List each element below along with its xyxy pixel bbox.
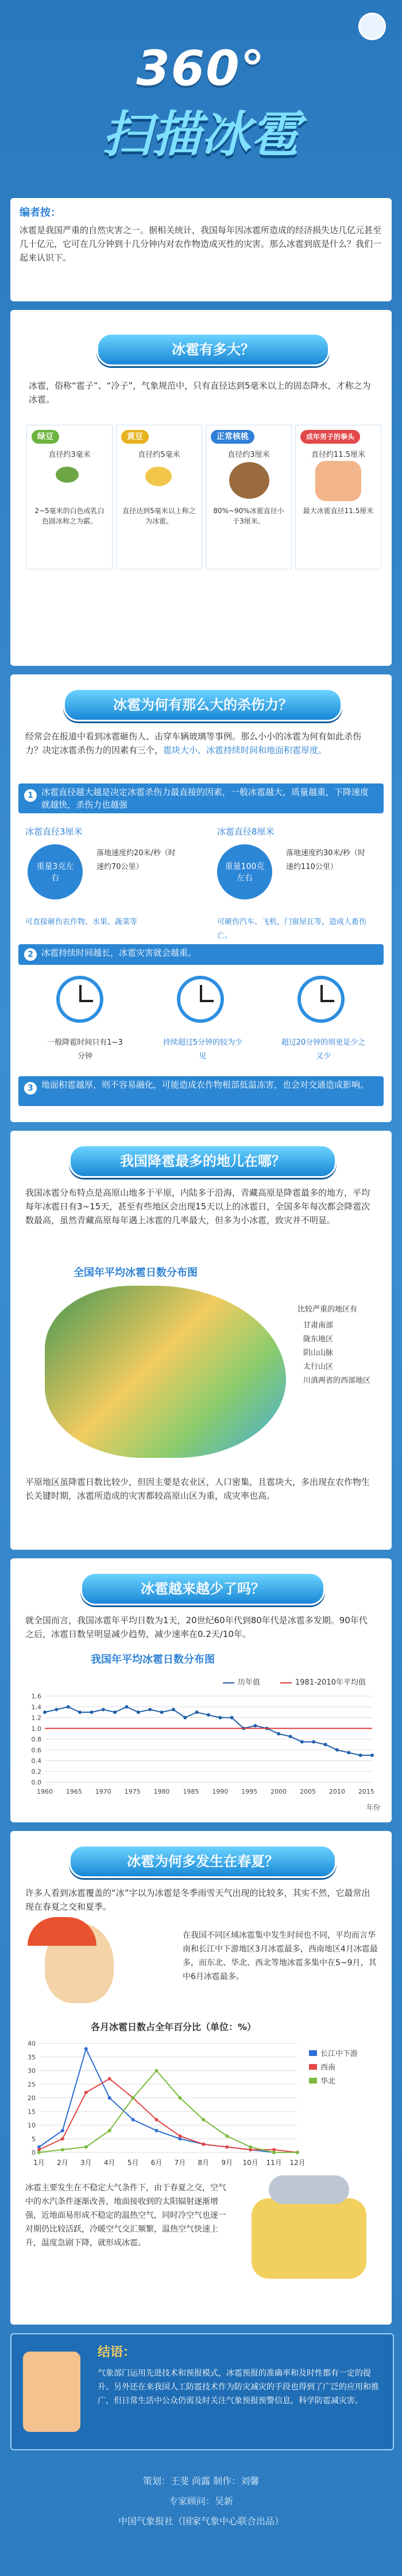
section-trend-text: 就全国而言，我国冰雹年平均日数为1天，20世纪60年代到80年代是冰雹多发期。90年代之后，冰雹日数呈明显减少趋势，减少速率在0.2天/10年。 xyxy=(25,1615,368,1639)
map-region: 陇东地区 xyxy=(303,1335,334,1344)
soybean-icon xyxy=(145,467,172,486)
point-3-text: 地面积雹越厚，则不容易融化，可能造成农作物根部低温冻害，也会对交通造成影响。 xyxy=(41,1080,369,1090)
left-effect: 可直接砸伤农作物、水果、蔬菜等 xyxy=(25,918,138,926)
clock-text: 一般降雹时间只有1~3分钟 xyxy=(47,1038,123,1061)
section-damage-text-main: 经常会在报道中看到冰雹砸伤人、击穿车辆玻璃等事例。那么小小的冰雹为何有如此杀伤力？决定冰雹杀伤力的因素有三个， xyxy=(25,731,362,755)
point-number: 3 xyxy=(24,1082,37,1095)
clock-text: 超过20分钟的则更是少之又少 xyxy=(281,1038,366,1061)
monthly-point xyxy=(108,2096,111,2100)
trend-point xyxy=(148,1708,152,1711)
size-card-soybean xyxy=(116,425,202,569)
trend-x-tick: 2005 xyxy=(300,1788,316,1795)
teacher-illustration xyxy=(23,2352,80,2432)
title-360: 360° xyxy=(136,40,266,96)
monthly-point xyxy=(178,2135,181,2138)
trend-point xyxy=(55,1708,58,1711)
trend-x-tick: 1980 xyxy=(153,1788,170,1795)
section-distribution-text: 我国冰雹分布特点是高原山地多于平原，内陆多于沿海，青藏高原是降雹最多的地方，平均每年冰雹日有3~15天，甚至有些地区会出现15天以上的冰雹日，全国多年每次都会降雹次数最高，虽然青藏高原每年遇上冰雹的几率最大，但多为小冰雹，致灾并不明显。 xyxy=(25,1188,370,1225)
car-hail-illustration xyxy=(252,2198,366,2279)
trend-legend-series xyxy=(223,1676,260,1687)
section-trend xyxy=(10,1558,392,1822)
clock-icon xyxy=(297,976,345,1023)
section-damage-heading: 冰雹为何有那么大的杀伤力？ xyxy=(63,688,342,721)
trend-point xyxy=(370,1753,374,1757)
trend-x-tick: 1985 xyxy=(183,1788,199,1795)
mungbean-icon xyxy=(56,467,79,483)
trend-point xyxy=(67,1705,70,1709)
size-line: 直径约5毫米 xyxy=(138,451,180,459)
monthly-point xyxy=(225,2135,229,2138)
trend-point xyxy=(195,1710,199,1714)
size-desc: 最大冰雹直径11.5厘米 xyxy=(303,507,374,515)
monthly-chart-title: 各月冰雹日数占全年百分比（单位：%） xyxy=(91,2022,257,2032)
section-damage-text-em: 雹块大小、冰雹持续时间和地面积雹厚度。 xyxy=(163,745,327,755)
trend-x-tick: 1995 xyxy=(241,1788,258,1795)
monthly-point xyxy=(249,2146,252,2149)
monthly-series-line xyxy=(39,2049,297,2153)
umbrella-icon xyxy=(28,1917,96,1946)
monthly-x-tick: 6月 xyxy=(150,2159,163,2167)
section-size-heading: 冰雹有多大？ xyxy=(96,333,330,366)
section-season xyxy=(10,1831,392,2325)
size-card-walnut xyxy=(206,425,292,569)
monthly-y-tick: 35 xyxy=(28,2053,36,2061)
trend-x-tick: 1965 xyxy=(65,1788,82,1795)
left-speed: 落地速度约20米/秒（时速约70公里） xyxy=(96,849,176,871)
monthly-point xyxy=(84,2146,88,2149)
monthly-series-line xyxy=(39,2079,297,2152)
legend-label: 历年值 xyxy=(238,1678,261,1687)
section-distribution-after-map: 平原地区虽降雹日数比较少，但因主要是农业区，人口密集，且雹块大，多出现在农作物生长关键时期，冰雹所造成的灾害都较高原山区为重，成灾率也高。 xyxy=(25,1477,370,1501)
monthly-point xyxy=(37,2151,41,2154)
section-season-text2: 在我国不同区域冰雹集中发生时间也不同，平均而言华南和长江中下游地区3月冰雹最多，西南地区4月冰雹最多，而东北、华北、西北等地冰雹多集中在5~9月，其中6月冰雹最多。 xyxy=(183,1931,378,1981)
trend-point xyxy=(160,1710,164,1714)
trend-point xyxy=(125,1705,129,1709)
monthly-x-tick: 1月 xyxy=(33,2159,45,2167)
monthly-point xyxy=(202,2118,205,2121)
intro-label: 编者按： xyxy=(20,207,61,219)
footer-experts: 专家顾问：吴新 xyxy=(168,2496,233,2507)
monthly-point xyxy=(178,2096,181,2100)
monthly-legend-label: 长江中下游 xyxy=(320,2050,358,2058)
monthly-x-tick: 5月 xyxy=(127,2159,139,2167)
monthly-y-tick: 30 xyxy=(28,2067,36,2075)
trend-y-tick: 0.6 xyxy=(31,1746,41,1754)
map-region: 甘肃南部 xyxy=(303,1321,334,1330)
right-title: 冰雹直径8厘米 xyxy=(217,827,275,837)
legend-label: 1981-2010年平均值 xyxy=(295,1678,366,1687)
trend-x-label: 年份 xyxy=(366,1803,381,1811)
monthly-point xyxy=(132,2096,135,2100)
monthly-x-tick: 10月 xyxy=(242,2159,258,2167)
conclusion-label: 结语： xyxy=(98,2345,136,2360)
china-hail-map xyxy=(45,1286,286,1458)
weather-logo-icon xyxy=(358,13,386,40)
size-tag: 正常核桃 xyxy=(211,430,254,444)
trend-point xyxy=(207,1713,210,1717)
map-legend-title: 比较严重的地区有 xyxy=(297,1305,358,1314)
trend-point xyxy=(300,1740,304,1744)
monthly-point xyxy=(155,2069,159,2073)
size-desc: 80%~90%冰雹直径小于3厘米。 xyxy=(213,507,284,525)
right-weight-badge: 重量100克左右 xyxy=(217,844,272,899)
monthly-x-tick: 9月 xyxy=(221,2159,233,2167)
size-desc: 2~5毫米的白色或乳白色圆冰称之为霰。 xyxy=(34,507,105,525)
section-season-text1: 许多人看到冰雹覆盖的“冰”字以为冰雹是冬季雨雪天气出现的比较多，其实不然，它最常出现在春夏之交和夏季。 xyxy=(25,1888,370,1912)
trend-y-tick: 1.0 xyxy=(31,1725,41,1733)
monthly-point xyxy=(225,2146,229,2149)
legend-swatch xyxy=(280,1682,292,1683)
monthly-y-tick: 10 xyxy=(28,2121,36,2129)
intro-card xyxy=(10,198,392,301)
trend-y-tick: 0.4 xyxy=(31,1757,41,1765)
size-tag: 成年男子的拳头 xyxy=(300,430,360,444)
trend-point xyxy=(289,1735,292,1738)
section-distribution-heading: 我国降雹最多的地儿在哪？ xyxy=(69,1145,337,1178)
trend-point xyxy=(218,1716,222,1720)
trend-y-tick: 1.2 xyxy=(31,1714,41,1722)
trend-legend-avg xyxy=(280,1676,366,1687)
trend-point xyxy=(43,1710,47,1714)
trend-y-tick: 1.4 xyxy=(31,1703,41,1711)
intro-text: 冰雹是我国严重的自然灾害之一。据相关统计，我国每年因冰雹所造成的经济损失达几亿元甚至几十亿元，它可在几分钟到十几分钟内对农作物造成灭性的灾害。那么冰雹到底是什么？我们一起来认识下。 xyxy=(20,225,382,263)
trend-x-tick: 2000 xyxy=(270,1788,287,1795)
section-season-heading: 冰雹为何多发生在春夏？ xyxy=(69,1845,337,1878)
trend-point xyxy=(78,1710,82,1714)
point-1-text: 冰雹直径越大越是决定冰雹杀伤力最直接的因素，一般冰雹越大，质量越重，下降速度就越快，杀伤力也越强 xyxy=(41,787,369,810)
trend-point xyxy=(312,1740,315,1744)
monthly-y-tick: 15 xyxy=(28,2108,36,2116)
header xyxy=(0,0,402,184)
monthly-point xyxy=(61,2137,64,2140)
point-number: 2 xyxy=(24,948,37,961)
trend-point xyxy=(277,1732,280,1736)
trend-x-tick: 1960 xyxy=(37,1788,53,1795)
trend-x-tick: 2015 xyxy=(358,1788,374,1795)
monthly-x-tick: 7月 xyxy=(174,2159,186,2167)
conclusion-card xyxy=(10,2333,394,2450)
map-region: 太行山区 xyxy=(303,1363,334,1371)
map-region: 川滇两省的西部地区 xyxy=(303,1376,371,1385)
fist-icon xyxy=(315,461,361,501)
monthly-x-tick: 8月 xyxy=(198,2159,210,2167)
point-1-bar xyxy=(18,783,384,813)
monthly-y-tick: 5 xyxy=(32,2135,36,2143)
monthly-point xyxy=(272,2151,276,2154)
trend-chart-title: 我国年平均冰雹日数分布图 xyxy=(91,1654,215,1666)
monthly-point xyxy=(84,2047,88,2051)
monthly-y-tick: 25 xyxy=(28,2081,36,2089)
trend-point xyxy=(324,1743,327,1746)
monthly-point xyxy=(296,2151,299,2154)
trend-y-tick: 0.0 xyxy=(31,1779,41,1786)
monthly-point xyxy=(202,2143,205,2146)
trend-point xyxy=(102,1708,105,1711)
trend-x-tick: 2010 xyxy=(328,1788,345,1795)
size-line: 直径约11.5厘米 xyxy=(311,451,365,459)
cloud-icon xyxy=(269,2175,349,2204)
trend-point xyxy=(230,1716,234,1720)
clock-icon xyxy=(56,976,103,1023)
monthly-y-tick: 20 xyxy=(28,2094,36,2102)
point-3-bar xyxy=(18,1076,384,1106)
monthly-legend-swatch xyxy=(309,2064,317,2070)
trend-x-tick: 1970 xyxy=(95,1788,111,1795)
trend-point xyxy=(359,1753,362,1757)
monthly-x-tick: 11月 xyxy=(266,2159,282,2167)
monthly-legend-swatch xyxy=(309,2050,317,2056)
monthly-point xyxy=(155,2118,159,2121)
left-weight-badge: 重量3克左右 xyxy=(28,844,83,899)
size-line: 直径约3毫米 xyxy=(48,451,91,459)
left-title: 冰雹直径3厘米 xyxy=(25,827,83,837)
section-size-text: 冰雹，俗称“雹子”、“冷子”，气象规范中，只有直径达到5毫米以上的固态降水，才称之为冰雹。 xyxy=(29,381,371,405)
section-damage xyxy=(10,674,392,1122)
trend-point xyxy=(137,1710,140,1714)
footer-org: 中国气象报社（国家气象中心联合出品） xyxy=(118,2516,284,2527)
map-region: 阴山山脉 xyxy=(303,1349,334,1357)
size-line: 直径约3厘米 xyxy=(227,451,270,459)
section-season-text3: 冰雹主要发生在不稳定大气条件下，由于春夏之交，空气中的水汽条件逐渐改善，地面接收到的太阳辐射逐渐增强，近地面易形成不稳定的温热空气，同时冷空气也逐一对期仍比较活跃，冷暖空气交汇频繁，温热空气快速上升，温度急剧下降，就形成冰雹。 xyxy=(25,2183,226,2248)
size-tag: 绿豆 xyxy=(32,430,59,444)
trend-point xyxy=(347,1751,350,1754)
trend-chart xyxy=(22,1690,378,1799)
size-card-mungbean xyxy=(26,425,113,569)
title-scan-hail: 扫描冰雹 xyxy=(102,106,300,164)
trend-x-tick: 1990 xyxy=(212,1788,229,1795)
walnut-icon xyxy=(229,462,269,499)
monthly-point xyxy=(132,2118,135,2121)
trend-point xyxy=(335,1748,339,1752)
monthly-x-tick: 2月 xyxy=(57,2159,68,2167)
size-tag: 黄豆 xyxy=(121,430,149,444)
monthly-legend-label: 华北 xyxy=(320,2077,336,2086)
trend-y-tick: 0.8 xyxy=(31,1736,41,1743)
monthly-chart xyxy=(16,2038,384,2170)
point-2-text: 冰雹持续时间越长，冰雹灾害就会越重。 xyxy=(41,948,197,958)
monthly-legend-label: 西南 xyxy=(320,2063,336,2072)
section-trend-heading: 冰雹越来越少了吗？ xyxy=(80,1572,325,1605)
legend-swatch xyxy=(223,1682,234,1683)
trend-point xyxy=(90,1710,93,1714)
trend-point xyxy=(183,1716,187,1720)
monthly-y-tick: 40 xyxy=(28,2040,36,2047)
monthly-point xyxy=(155,2129,159,2132)
trend-point xyxy=(253,1724,257,1728)
section-distribution xyxy=(10,1131,392,1550)
monthly-point xyxy=(108,2077,111,2081)
monthly-point xyxy=(84,2091,88,2094)
point-2-bar xyxy=(18,944,384,965)
conclusion-text: 气象部门运用先进技术和预报模式，冰雹预报的准确率和及时性都有一定的提升。另外还在来我国人工防雹技术作为防灾减灾的手段也得到了广泛的应用和推广，但日常生活中公众仍需及时关注气象预报预警信息，科学防雹减灾害。 xyxy=(98,2369,379,2406)
footer-credits: 策划：王斐 尚露 制作：刘馨 xyxy=(142,2476,260,2486)
map-title: 全国年平均冰雹日数分布图 xyxy=(74,1267,198,1279)
monthly-point xyxy=(61,2129,64,2132)
monthly-y-tick: 0 xyxy=(32,2149,36,2156)
section-size xyxy=(10,310,392,666)
point-number: 1 xyxy=(24,789,37,802)
size-desc: 直径达到5毫米以上称之为冰雹。 xyxy=(122,507,196,525)
monthly-x-tick: 3月 xyxy=(80,2159,92,2167)
trend-point xyxy=(172,1708,175,1711)
trend-y-tick: 1.6 xyxy=(31,1693,41,1700)
trend-y-tick: 0.2 xyxy=(31,1768,41,1776)
trend-point xyxy=(113,1710,117,1714)
section-damage-text xyxy=(25,730,376,757)
monthly-point xyxy=(61,2148,64,2151)
clock-icon xyxy=(177,976,224,1023)
monthly-point xyxy=(108,2129,111,2132)
clock-text: 持续超过5分钟的较为少见 xyxy=(163,1038,243,1061)
right-speed: 落地速度约30米/秒（时速约110公里） xyxy=(286,849,365,871)
monthly-legend-swatch xyxy=(309,2078,317,2084)
monthly-x-tick: 4月 xyxy=(103,2159,115,2167)
trend-x-tick: 1975 xyxy=(124,1788,141,1795)
size-card-fist xyxy=(295,425,381,569)
monthly-x-tick: 12月 xyxy=(289,2159,306,2167)
right-effect: 可砸伤汽车、飞机，门窗屋瓦等，造成人畜伤亡。 xyxy=(217,918,367,940)
